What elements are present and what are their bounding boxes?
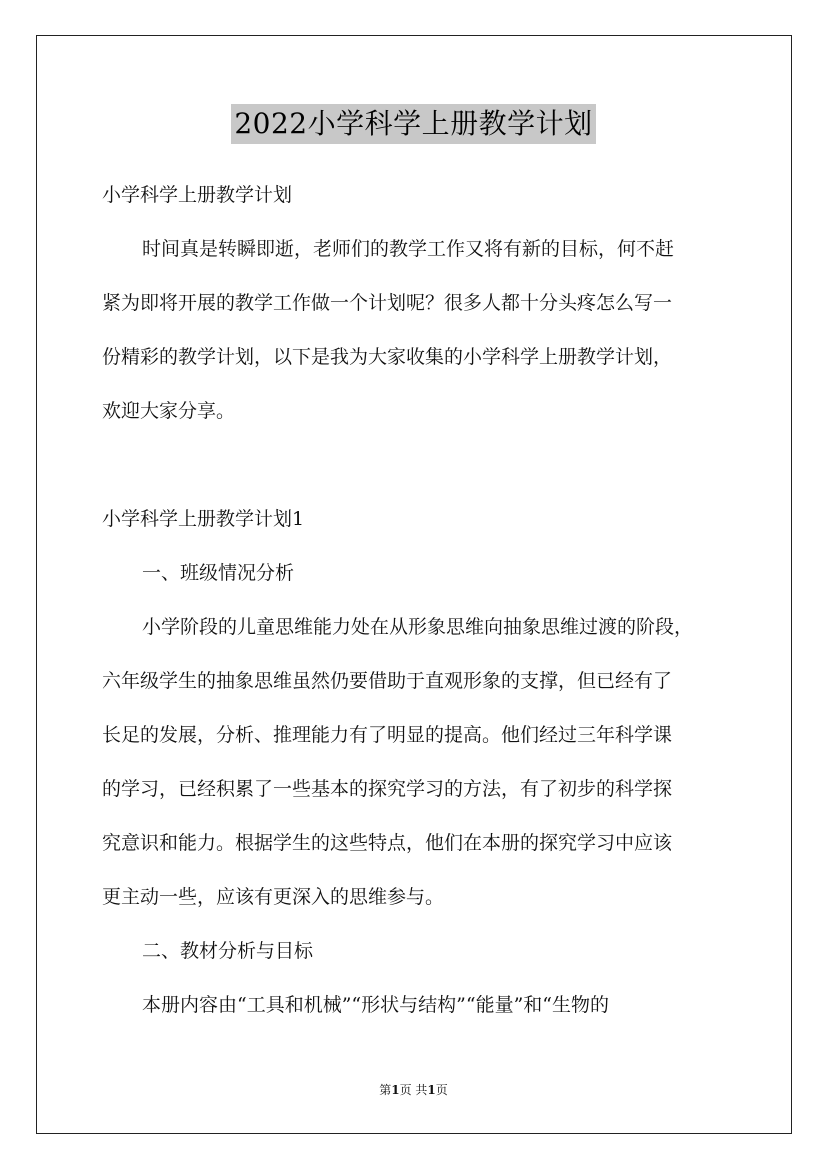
paragraph-line: 更主动一些，应该有更深入的思维参与。 <box>102 886 445 908</box>
intro-line: 欢迎大家分享。 <box>102 400 236 422</box>
title-container <box>0 104 827 144</box>
paragraph-line: 究意识和能力。根据学生的这些特点，他们在本册的探究学习中应该 <box>102 832 673 854</box>
paragraph-line: 长足的发展，分析、推理能力有了明显的提高。他们经过三年科学课 <box>102 724 673 746</box>
heading-textbook-analysis: 二、教材分析与目标 <box>142 940 314 962</box>
document-title: 2022小学科学上册教学计划 <box>231 104 595 144</box>
paragraph-line: 小学阶段的儿童思维能力处在从形象思维向抽象思维过渡的阶段， <box>142 616 694 638</box>
footer-page-total: 1 <box>427 1083 436 1097</box>
section-title: 小学科学上册教学计划1 <box>102 508 305 530</box>
paragraph-line: 六年级学生的抽象思维虽然仍要借助于直观形象的支撑，但已经有了 <box>102 670 673 692</box>
paragraph-line: 的学习，已经积累了一些基本的探究学习的方法，有了初步的科学探 <box>102 778 673 800</box>
intro-line: 时间真是转瞬即逝，老师们的教学工作又将有新的目标，何不赶 <box>142 238 675 260</box>
intro-line: 紧为即将开展的教学工作做一个计划呢？很多人都十分头疼怎么写一 <box>102 292 673 314</box>
footer-mid: 页 共 <box>399 1083 428 1097</box>
heading-class-analysis: 一、班级情况分析 <box>142 562 295 584</box>
page-footer <box>0 1082 827 1098</box>
footer-suffix: 页 <box>435 1083 448 1097</box>
intro-line: 份精彩的教学计划，以下是我为大家收集的小学科学上册教学计划， <box>102 346 673 368</box>
footer-page-number: 1 <box>391 1083 400 1097</box>
paragraph-line: 本册内容由“工具和机械”“形状与结构”“能量”和“生物的 <box>142 994 609 1016</box>
footer-prefix: 第 <box>379 1083 392 1097</box>
document-subtitle: 小学科学上册教学计划 <box>102 184 293 206</box>
